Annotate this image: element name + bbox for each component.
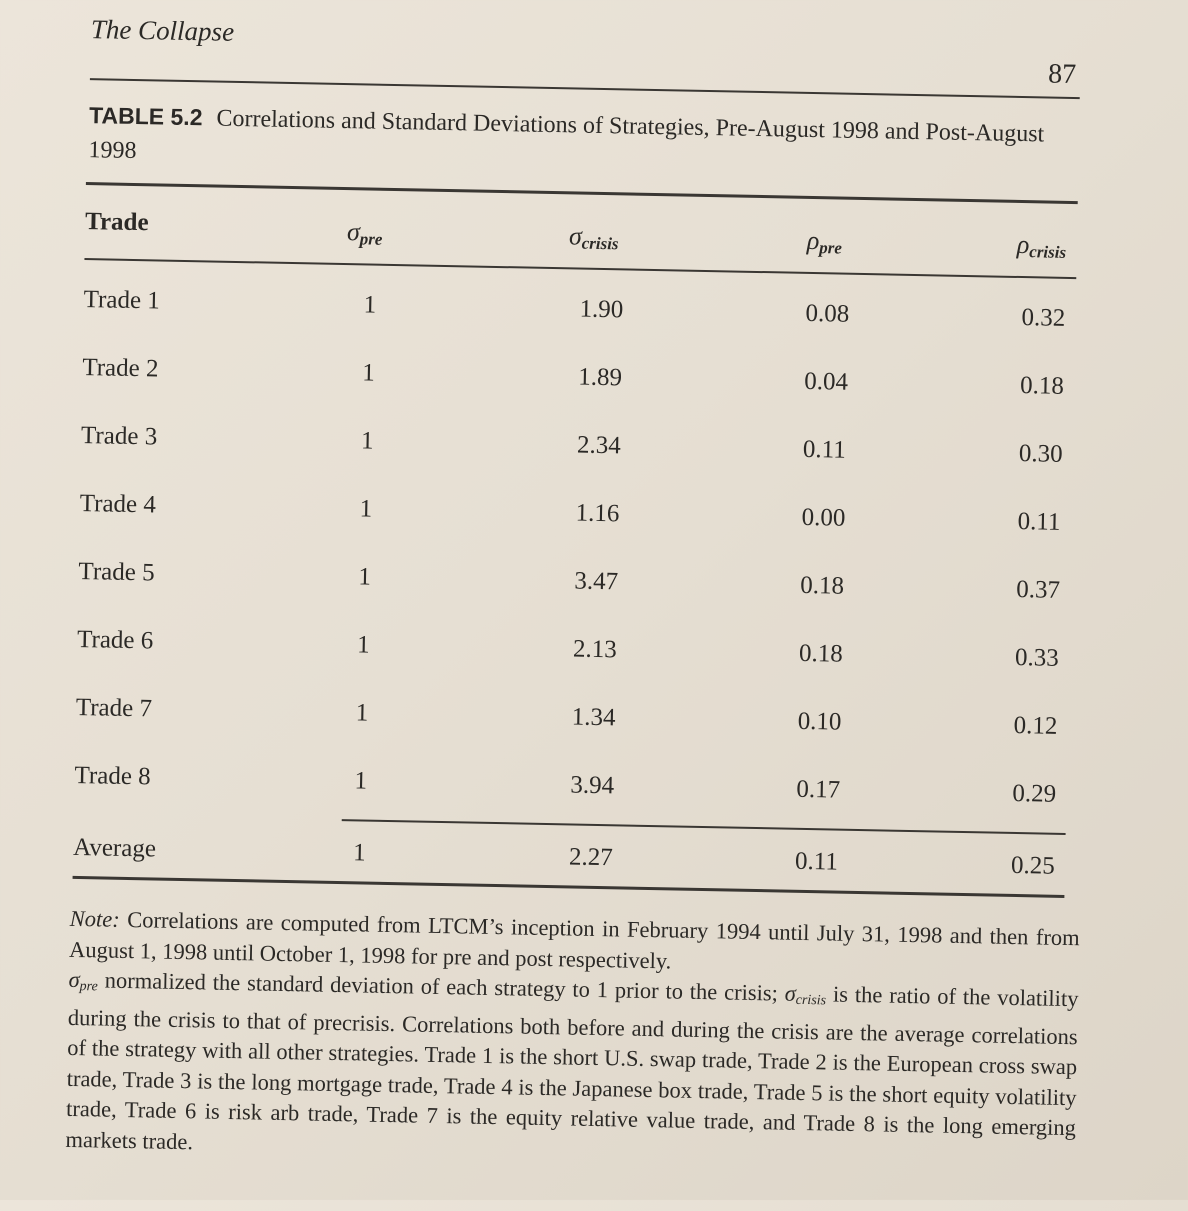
table-row [0,692,1186,755]
cell-sigma-pre: 1 [359,495,373,523]
cell-rho-crisis: 0.32 [1021,304,1066,332]
sigma-pre-symbol: $\sigma_{pre}$ [68,966,98,995]
cell-sigma-crisis: 2.34 [576,431,621,460]
table-top-rule [86,182,1078,204]
cell-rho-pre: 0.11 [794,847,839,876]
header-rule [90,78,1080,99]
page-number: 87 [1047,58,1077,91]
cell-sigma-crisis: 1.34 [571,703,616,732]
cell-sigma-crisis: 2.13 [572,635,618,664]
cell-sigma-pre: 1 [352,839,366,867]
cell-rho-crisis: 0.12 [1013,711,1058,740]
cell-rho-crisis: 0.37 [1016,575,1061,604]
table-row [0,556,1188,619]
cell-sigma-crisis: 1.90 [579,295,624,324]
table-row [3,421,1188,484]
cell-trade: Trade 5 [78,557,155,587]
cell-rho-crisis: 0.33 [1014,643,1059,672]
table-row [0,760,1185,823]
cell-sigma-pre: 1 [362,359,376,387]
note-text-2a: normalized the standard deviation of each strategy to 1 prior to the crisis; [104,967,779,1006]
cell-sigma-crisis: 3.47 [574,567,619,596]
table-row [1,488,1188,551]
cell-rho-pre: 0.18 [800,571,845,600]
cell-trade: Trade 4 [79,489,157,519]
header-sigma-pre: $\sigma_{pre}$ [346,217,383,249]
header-sigma-crisis: $\sigma_{crisis}$ [568,221,619,254]
note-label: Note: [69,905,121,932]
sigma-crisis-symbol: $\sigma_{crisis}$ [784,980,827,1009]
cell-rho-pre: 0.00 [801,503,846,532]
cell-trade: Trade 8 [74,761,151,791]
cell-sigma-pre: 1 [356,631,370,659]
cell-sigma-crisis: 1.89 [578,363,623,392]
average-separator-rule [342,819,1066,835]
cell-sigma-pre: 1 [355,699,369,727]
table-note [65,904,1080,1174]
cell-sigma-pre: 1 [363,291,377,319]
cell-rho-pre: 0.08 [805,299,850,328]
cell-rho-pre: 0.11 [802,435,847,464]
cell-trade: Trade 1 [83,286,161,315]
header-rho-crisis: $\rho_{crisis}$ [1016,229,1067,262]
table-row [5,285,1188,348]
note-paragraph-2 [65,965,1078,1174]
table-title: Correlations and Standard Deviations of Strategies, Pre-August 1998 and Post-August 1998 [88,105,1045,165]
running-head: The Collapse [90,14,235,47]
table-row [4,353,1188,416]
cell-rho-crisis: 0.18 [1019,372,1065,400]
cell-rho-crisis: 0.25 [1010,851,1055,880]
cell-rho-crisis: 0.30 [1018,440,1063,468]
cell-sigma-crisis: 1.16 [575,499,620,528]
cell-rho-crisis: 0.29 [1012,779,1057,808]
cell-sigma-pre: 1 [360,427,374,455]
cell-rho-pre: 0.04 [803,367,849,396]
note-text-2b: is the ratio of the volatility during the crisis to that of precrisis. Correlations both before and during the crisis are the average correlations of the strategy with all other strategies. Trade 1 is the short U.S. swap trade, Trade 2 is the European cross swap trade, Trade 3 is the long mortgage trade, Trade 4 is the Japanese box trade, Trade 5 is the short equity volatility trade, Trade 6 is risk arb trade, Trade 7 is the equity relative value trade, and Trade 8 is the long emerging markets trade. [65,981,1079,1154]
cell-trade: Trade 6 [76,625,154,655]
cell-sigma-crisis: 3.94 [570,771,615,800]
table-caption [88,98,1049,185]
cell-rho-pre: 0.10 [797,707,842,736]
note-text-1: Correlations are computed from LTCM’s inception in February 1994 until July 31, 1998 and then from August 1, 1998 until October 1, 1998 for pre and post respectively. [68,906,1080,973]
cell-trade: Trade 7 [75,693,153,723]
header-rho-pre: $\rho_{pre}$ [806,225,843,258]
cell-trade: Average [72,833,157,863]
header-trade: Trade [84,208,149,237]
cell-rho-crisis: 0.11 [1017,508,1061,536]
table-label: TABLE 5.2 [88,102,203,131]
cell-rho-pre: 0.18 [798,639,844,668]
cell-sigma-crisis: 2.27 [568,843,614,872]
table-row [0,624,1187,687]
cell-rho-pre: 0.17 [796,775,841,804]
cell-trade: Trade 2 [82,354,159,383]
cell-trade: Trade 3 [80,422,158,451]
cell-sigma-pre: 1 [354,767,368,795]
cell-sigma-pre: 1 [358,563,372,591]
header-bottom-rule [84,258,1076,279]
